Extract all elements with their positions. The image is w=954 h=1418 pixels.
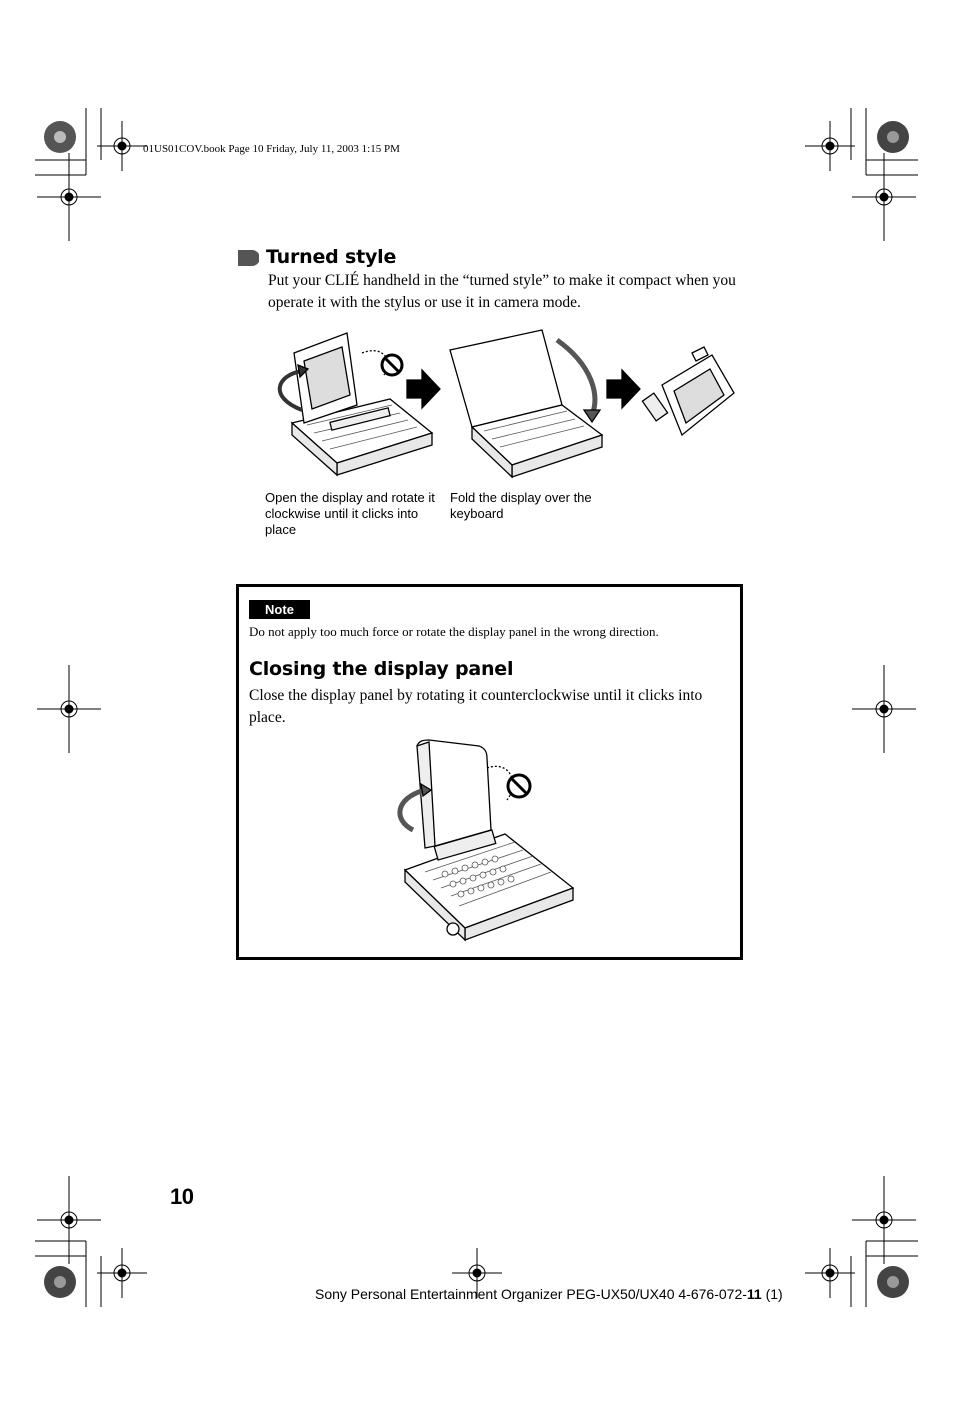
closing-panel-illustration <box>395 738 585 948</box>
book-header: 01US01COV.book Page 10 Friday, July 11, 2003 1:15 PM <box>143 143 400 155</box>
page-number: 10 <box>170 1184 194 1209</box>
device-turned-step3 <box>642 347 734 435</box>
footer <box>315 1286 783 1302</box>
footer-suffix: (1) <box>761 1286 783 1302</box>
footer-bold: 11 <box>746 1286 762 1302</box>
section-body: Put your CLIÉ handheld in the “turned style” to make it compact when you operate it with the stylus or use it in camera mode. <box>268 272 736 311</box>
caption-step1: Open the display and rotate it clockwise until it clicks into place <box>265 490 435 537</box>
footer-prefix: Sony Personal Entertainment Organizer PEG-UX50/UX40 4-676-072- <box>315 1286 747 1302</box>
note-label: Note <box>249 600 310 619</box>
turned-style-illustration <box>262 325 742 495</box>
section-marker-icon <box>238 250 259 266</box>
note-text: Do not apply too much force or rotate the display panel in the wrong direction. <box>249 624 659 639</box>
section-title: Turned style <box>266 246 397 268</box>
device-open-step1 <box>280 333 432 475</box>
subsection-title: Closing the display panel <box>249 658 514 680</box>
subsection-body: Close the display panel by rotating it counterclockwise until it clicks into place. <box>249 687 703 726</box>
device-folded-step2 <box>450 330 602 477</box>
caption-step2: Fold the display over the keyboard <box>450 490 592 521</box>
